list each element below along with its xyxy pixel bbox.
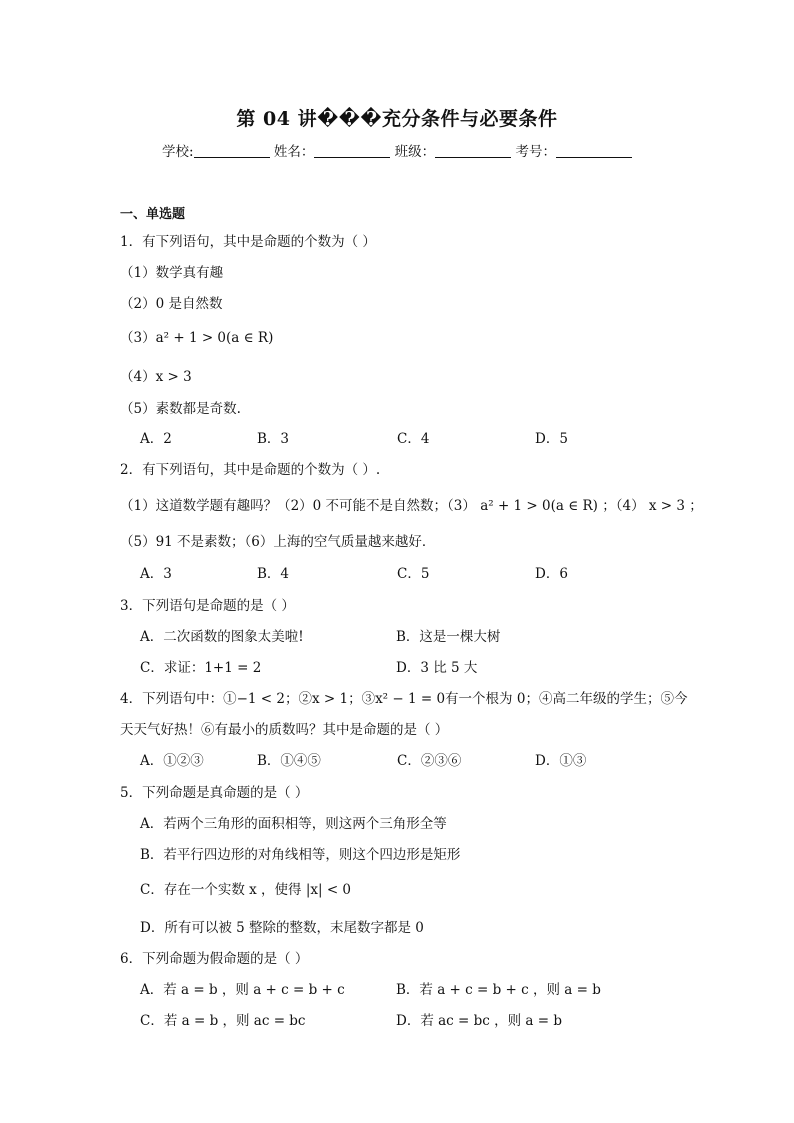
q6-stem: 6．下列命题为假命题的是（ ） bbox=[120, 951, 309, 967]
q4-line-2: 天天气好热！⑥有最小的质数吗？其中是命题的是（ ） bbox=[120, 722, 449, 738]
q2-line-1: （1）这道数学题有趣吗？（2）0 不可能不是自然数；（3） a² + 1 > 0(a ∈ R) ；（4） x > 3 ； bbox=[120, 498, 703, 514]
q2-line-2: （5）91 不是素数；（6）上海的空气质量越来越好． bbox=[120, 534, 436, 550]
q5-option-a[interactable]: A．若两个三角形的面积相等，则这两个三角形全等 bbox=[140, 816, 447, 832]
q1-option-b[interactable]: B．3 bbox=[257, 431, 290, 447]
page-title: 第 04 讲���充分条件与必要条件 bbox=[236, 108, 558, 130]
q2-option-c[interactable]: C．5 bbox=[397, 566, 430, 582]
q5-option-d[interactable]: D．所有可以被 5 整除的整数，末尾数字都是 0 bbox=[140, 920, 424, 936]
q1-item-1: （1）数学真有趣 bbox=[120, 265, 224, 281]
q1-stem: 1．有下列语句，其中是命题的个数为（ ） bbox=[120, 234, 376, 250]
q1-option-d[interactable]: D．5 bbox=[535, 431, 568, 447]
q4-option-d[interactable]: D．①③ bbox=[535, 753, 587, 769]
q1-item-5: （5）素数都是奇数. bbox=[120, 401, 241, 417]
q4-option-a[interactable]: A．①②③ bbox=[140, 753, 204, 769]
q1-option-a[interactable]: A．2 bbox=[140, 431, 172, 447]
q1-item-2: （2）0 是自然数 bbox=[120, 296, 223, 312]
q3-option-b[interactable]: B．这是一棵大树 bbox=[396, 629, 501, 645]
student-info-line bbox=[0, 140, 794, 160]
q5-option-b[interactable]: B．若平行四边形的对角线相等，则这个四边形是矩形 bbox=[140, 847, 461, 863]
exam-no-label: 考号： bbox=[515, 144, 556, 160]
q2-option-b[interactable]: B．4 bbox=[257, 566, 290, 582]
q2-stem: 2．有下列语句，其中是命题的个数为（ ）. bbox=[120, 462, 381, 478]
q4-option-b[interactable]: B．①④⑤ bbox=[257, 753, 321, 769]
q1-item-4: （4）x > 3 bbox=[120, 369, 192, 385]
school-label: 学校: bbox=[162, 144, 194, 160]
q6-option-d[interactable]: D．若 ac = bc ，则 a = b bbox=[396, 1013, 562, 1029]
q3-option-d[interactable]: D．3 比 5 大 bbox=[396, 660, 478, 676]
q6-option-b[interactable]: B．若 a + c = b + c ，则 a = b bbox=[396, 982, 601, 998]
q6-option-c[interactable]: C．若 a = b ，则 ac = bc bbox=[140, 1013, 306, 1029]
q4-line-1: 4．下列语句中：①−1 < 2；②x > 1；③x² − 1 = 0有一个根为 0；④高二年级的学生；⑤今 bbox=[120, 691, 688, 707]
q3-stem: 3．下列语句是命题的是（ ） bbox=[120, 598, 295, 614]
class-label: 班级： bbox=[394, 144, 436, 160]
q4-option-c[interactable]: C．②③⑥ bbox=[397, 753, 462, 769]
q2-option-d[interactable]: D．6 bbox=[535, 566, 568, 582]
q5-stem: 5．下列命题是真命题的是（ ） bbox=[120, 785, 309, 801]
name-label: 姓名： bbox=[273, 144, 315, 160]
q1-item-3: （3）a² + 1 > 0(a ∈ R) bbox=[120, 330, 274, 346]
name-blank[interactable] bbox=[314, 143, 390, 158]
class-blank[interactable] bbox=[435, 143, 511, 158]
exam-no-blank[interactable] bbox=[556, 143, 632, 158]
q2-option-a[interactable]: A．3 bbox=[140, 566, 172, 582]
q1-option-c[interactable]: C．4 bbox=[397, 431, 430, 447]
q6-option-a[interactable]: A．若 a = b ，则 a + c = b + c bbox=[140, 982, 345, 998]
q3-option-a[interactable]: A．二次函数的图象太美啦! bbox=[140, 629, 304, 645]
q3-option-c[interactable]: C．求证：1+1 = 2 bbox=[140, 660, 262, 676]
section-title: 一、单选题 bbox=[120, 207, 186, 222]
q5-option-c[interactable]: C．存在一个实数 x ，使得 |x| < 0 bbox=[140, 882, 352, 898]
school-blank[interactable] bbox=[194, 143, 270, 158]
